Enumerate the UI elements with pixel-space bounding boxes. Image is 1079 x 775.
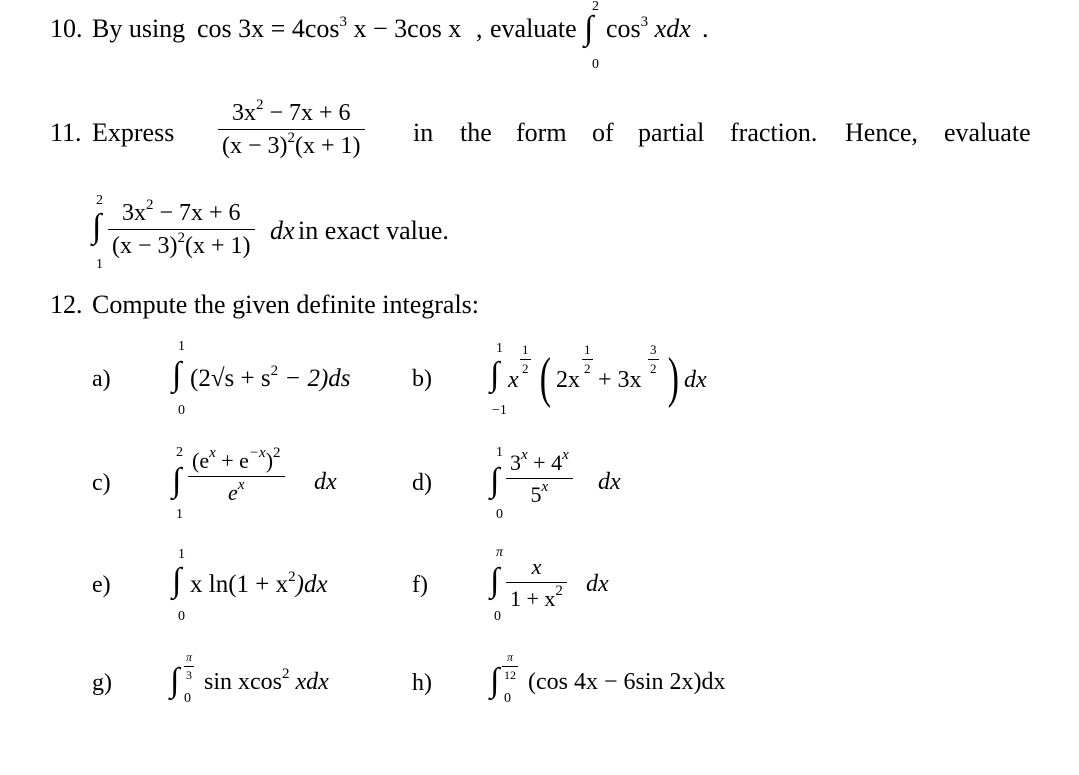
part-d-fraction: $\frac{3^x + 4^x}{5^x}$ xyxy=(506,450,573,508)
part-f-dx: dx xyxy=(586,571,609,597)
part-c-label: c) xyxy=(92,470,111,496)
part-b-term1: 2x xyxy=(556,367,580,393)
q10-comma: , xyxy=(476,14,483,43)
part-g-upper: $\frac{\pi}{3}$ xyxy=(186,650,193,682)
integral-sign: ∫ xyxy=(170,662,180,699)
part-a-label: a) xyxy=(92,366,111,392)
q11-word-hence: Hence, xyxy=(845,118,918,147)
part-b-term2-exp: $\frac{3}{2}$ xyxy=(650,342,657,376)
part-b-x: x xyxy=(508,367,519,393)
part-h-lower: 0 xyxy=(504,691,511,706)
q11-number: 11. xyxy=(50,118,82,147)
part-b-plus-term: + 3x xyxy=(598,367,642,393)
q10-upper-limit: 2 xyxy=(592,0,599,14)
part-d-label: d) xyxy=(412,470,432,496)
integral-sign: ∫ xyxy=(490,662,500,699)
q11-word-partial: partial xyxy=(638,118,705,147)
part-c-upper: 2 xyxy=(176,445,183,460)
part-b-lower: −1 xyxy=(492,403,507,418)
q10-end: . xyxy=(702,14,709,43)
part-h-upper: $\frac{\pi}{12}$ xyxy=(504,650,516,682)
integral-sign: ∫ xyxy=(490,356,500,393)
part-e-lower: 0 xyxy=(178,609,185,624)
q10-identity: $\cos 3x = 4\cos^3$ x − 3cos x xyxy=(197,14,462,43)
part-e-upper: 1 xyxy=(178,547,185,562)
integral-sign: ∫ xyxy=(584,10,594,47)
part-b-x-exp: $\frac{1}{2}$ xyxy=(522,342,529,376)
q11-word-the: the xyxy=(460,118,492,147)
part-e-label: e) xyxy=(92,572,111,598)
part-a-upper: 1 xyxy=(178,339,185,354)
part-f-upper: π xyxy=(496,545,504,560)
part-g-lower: 0 xyxy=(184,691,191,706)
integral-sign: ∫ xyxy=(490,462,500,499)
q11-upper-limit: 2 xyxy=(96,193,103,208)
part-f-fraction: $\frac{x}{1 + x^2}$ xyxy=(506,554,567,612)
part-c-lower: 1 xyxy=(176,507,183,522)
integral-sign: ∫ xyxy=(172,462,182,499)
part-h-expr: (cos 4x − 6sin 2x)dx xyxy=(528,669,726,695)
q11-lower-limit: 1 xyxy=(96,257,103,272)
part-d-dx: dx xyxy=(598,469,621,495)
part-b-label: b) xyxy=(412,366,432,392)
q11-word-form: form xyxy=(516,118,567,147)
integral-sign: ∫ xyxy=(172,562,182,599)
part-c-dx: dx xyxy=(314,469,337,495)
part-a-lower: 0 xyxy=(178,403,185,418)
q12-title: Compute the given definite integrals: xyxy=(92,290,480,319)
part-g-label: g) xyxy=(92,670,112,696)
q10-lead: By using xyxy=(92,14,186,43)
part-f-label: f) xyxy=(412,572,428,598)
q11-integral-fraction: $\frac{3x^2 - 7x + 6}{(x - 3)^2(x + 1)}$ xyxy=(108,200,255,260)
part-e-expr: x $\ln(1 + x^2)dx$ xyxy=(190,569,328,598)
q10-number: 10. xyxy=(50,14,83,43)
part-b-upper: 1 xyxy=(496,341,503,356)
part-b-close-paren: ) xyxy=(667,347,679,409)
part-b-term1-exp: $\frac{1}{2}$ xyxy=(584,342,591,376)
integral-sign: ∫ xyxy=(490,562,500,599)
part-g-expr: sin xcos$^2$ xdx xyxy=(204,666,329,695)
q11-lead: Express xyxy=(92,118,175,147)
part-b-open-paren: ( xyxy=(539,347,551,409)
part-c-fraction: $\frac{(e^x + e^{-x})^2}{e^x}$ xyxy=(188,448,285,506)
part-f-lower: 0 xyxy=(494,609,501,624)
part-b-dx: dx xyxy=(684,367,707,393)
q11-fraction: $\frac{3x^2 - 7x + 6}{(x - 3)^2(x + 1)}$ xyxy=(218,100,365,160)
q10-integrand: $\cos^3$ xdx xyxy=(606,14,691,43)
q11-word-fraction: fraction. xyxy=(730,118,818,147)
part-h-label: h) xyxy=(412,670,432,696)
q11-dx: dx xyxy=(270,216,295,245)
part-d-upper: 1 xyxy=(496,445,503,460)
integral-sign: ∫ xyxy=(92,208,102,245)
q11-word-in: in xyxy=(413,118,434,147)
q11-word-evaluate: evaluate xyxy=(944,118,1031,147)
part-d-lower: 0 xyxy=(496,507,503,522)
q12-number: 12. xyxy=(50,290,83,319)
q11-word-of: of xyxy=(592,118,614,147)
part-a-expr: $(2√s + s^2 - 2)ds$ xyxy=(190,363,351,392)
q10-action: evaluate xyxy=(490,14,577,43)
q10-lower-limit: 0 xyxy=(592,57,599,72)
integral-sign: ∫ xyxy=(172,356,182,393)
q11-tail-text: in exact value. xyxy=(298,216,449,245)
